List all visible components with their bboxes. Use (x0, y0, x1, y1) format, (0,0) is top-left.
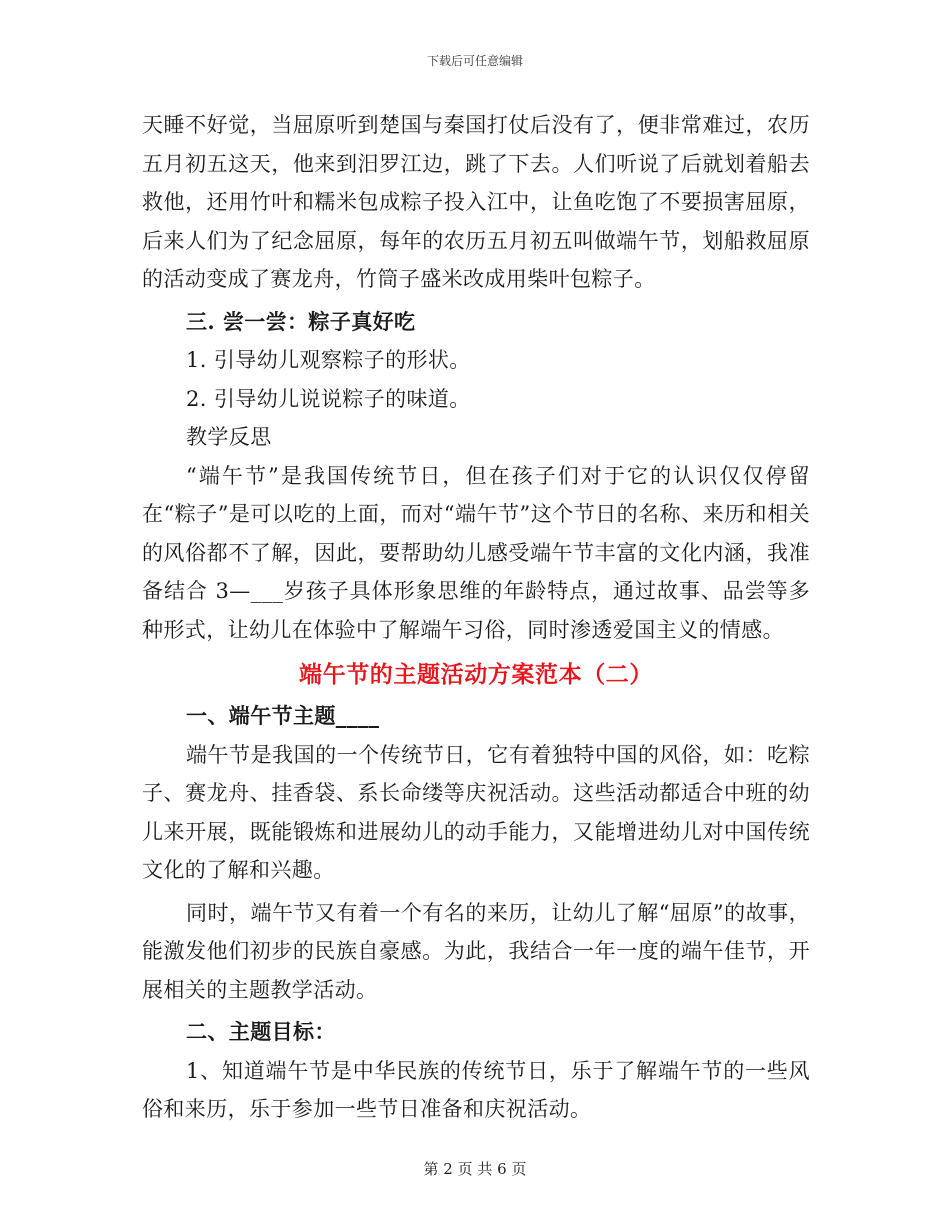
theme-paragraph-2: 同时，端午节又有着一个有名的来历，让幼儿了解“屈原”的故事，能激发他们初步的民族自豪感。为此，我结合一年一度的端午佳节，开展相关的主题教学活动。 (142, 900, 810, 1002)
step-2: 2. 引导幼儿说说粽子的味道。 (186, 386, 471, 411)
heading-taste: 三. 尝一尝：粽子真好吃 (186, 308, 416, 334)
step-1: 1. 引导幼儿观察粽子的形状。 (186, 348, 471, 372)
story-paragraph: 天睡不好觉，当屈原听到楚国与秦国打仗后没有了，便非常难过，农历五月初五这天，他来到汨罗江边，跳了下去。人们听说了后就划着船去救他，还用竹叶和糯米包成粽子投入江中，让鱼吃饱了不要损害屈原，后来人们为了纪念屈原，每年的农历五月初五叫做端午节，划船救屈原的活动变成了赛龙舟，竹筒子盛米改成用柴叶包粽子。 (142, 113, 810, 291)
heading-theme: 一、端午节主题____ (186, 703, 380, 728)
page-header: 下载后可任意编辑 (426, 54, 523, 68)
section-title: 端午节的主题活动方案范本（二） (299, 661, 653, 688)
document-body (142, 106, 810, 1129)
goal-1: 1、知道端午节是中华民族的传统节日，乐于了解端午节的一些风俗和来历，乐于参加一些节日准备和庆祝活动。 (142, 1058, 810, 1121)
page-footer: 第 2 页 共 6 页 (423, 1160, 527, 1178)
heading-goals: 二、主题目标： (186, 1019, 336, 1044)
theme-paragraph-1: 端午节是我国的一个传统节日，它有着独特中国的风俗，如：吃粽子、赛龙舟、挂香袋、系长命缕等庆祝活动。这些活动都适合中班的幼儿来开展，既能锻炼和进展幼儿的动手能力，又能增进幼儿对中国传统文化的了解和兴趣。 (142, 742, 810, 882)
reflection-label: 教学反思 (186, 425, 272, 449)
reflection-paragraph: “端午节”是我国传统节日，但在孩子们对于它的认识仅仅停留在“粽子”是可以吃的上面，而对“端午节”这个节日的名称、来历和相关的风俗都不了解，因此，要帮助幼儿感受端午节丰富的文化内涵，我准备结合 3—___岁孩子具体形象思维的年龄特点，通过故事、品尝等多种形式，让幼儿在体验中了解端午习俗，同时渗透爱国主义的情感。 (142, 463, 810, 642)
